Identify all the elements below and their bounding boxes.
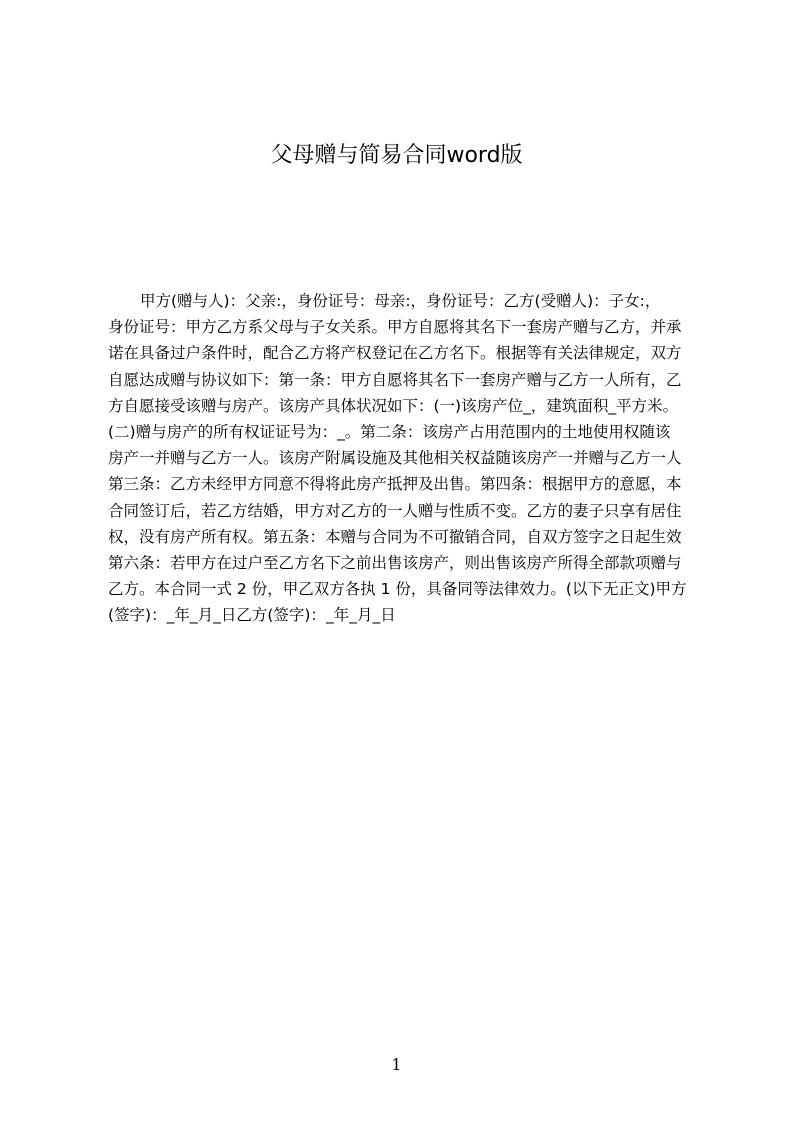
- body-line: (二)赠与房产的所有权证证号为：_。第二条：该房产占用范围内的土地使用权随该: [108, 423, 671, 442]
- body-line: 身份证号：甲方乙方系父母与子女关系。甲方自愿将其名下一套房产赠与乙方，并承: [108, 318, 682, 337]
- body-line: 合同签订后，若乙方结婚，甲方对乙方的一人赠与性质不变。乙方的妻子只享有居住: [108, 501, 682, 520]
- document-title: 父母赠与简易合同word版: [270, 143, 523, 168]
- body-line: 方自愿接受该赠与房产。该房产具体状况如下：(一)该房产位_，建筑面积_平方米。: [108, 396, 679, 415]
- body-line: 甲方(赠与人)：父亲:，身份证号：母亲:，身份证号：乙方(受赠人)：子女:，: [140, 292, 661, 310]
- body-line: 房产一并赠与乙方一人。该房产附属设施及其他相关权益随该房产一并赠与乙方一人: [108, 449, 682, 468]
- body-line: 自愿达成赠与协议如下：第一条：甲方自愿将其名下一套房产赠与乙方一人所有，乙: [108, 370, 682, 389]
- page-number: 1: [391, 1055, 402, 1074]
- body-line: (签字)：_年_月_日乙方(签字)：_年_月_日: [108, 606, 396, 625]
- body-line: 乙方。本合同一式 2 份，甲乙双方各执 1 份，具备同等法律效力。(以下无正文)甲方: [108, 580, 687, 599]
- body-line: 第三条：乙方未经甲方同意不得将此房产抵押及出售。第四条：根据甲方的意愿，本: [108, 475, 682, 494]
- document-body: [108, 288, 690, 629]
- body-line: 第六条：若甲方在过户至乙方名下之前出售该房产，则出售该房产所得全部款项赠与: [108, 554, 682, 573]
- body-line: 诺在具备过户条件时，配合乙方将产权登记在乙方名下。根据等有关法律规定，双方: [108, 344, 682, 363]
- body-line: 权，没有房产所有权。第五条：本赠与合同为不可撤销合同，自双方签字之日起生效: [108, 527, 682, 546]
